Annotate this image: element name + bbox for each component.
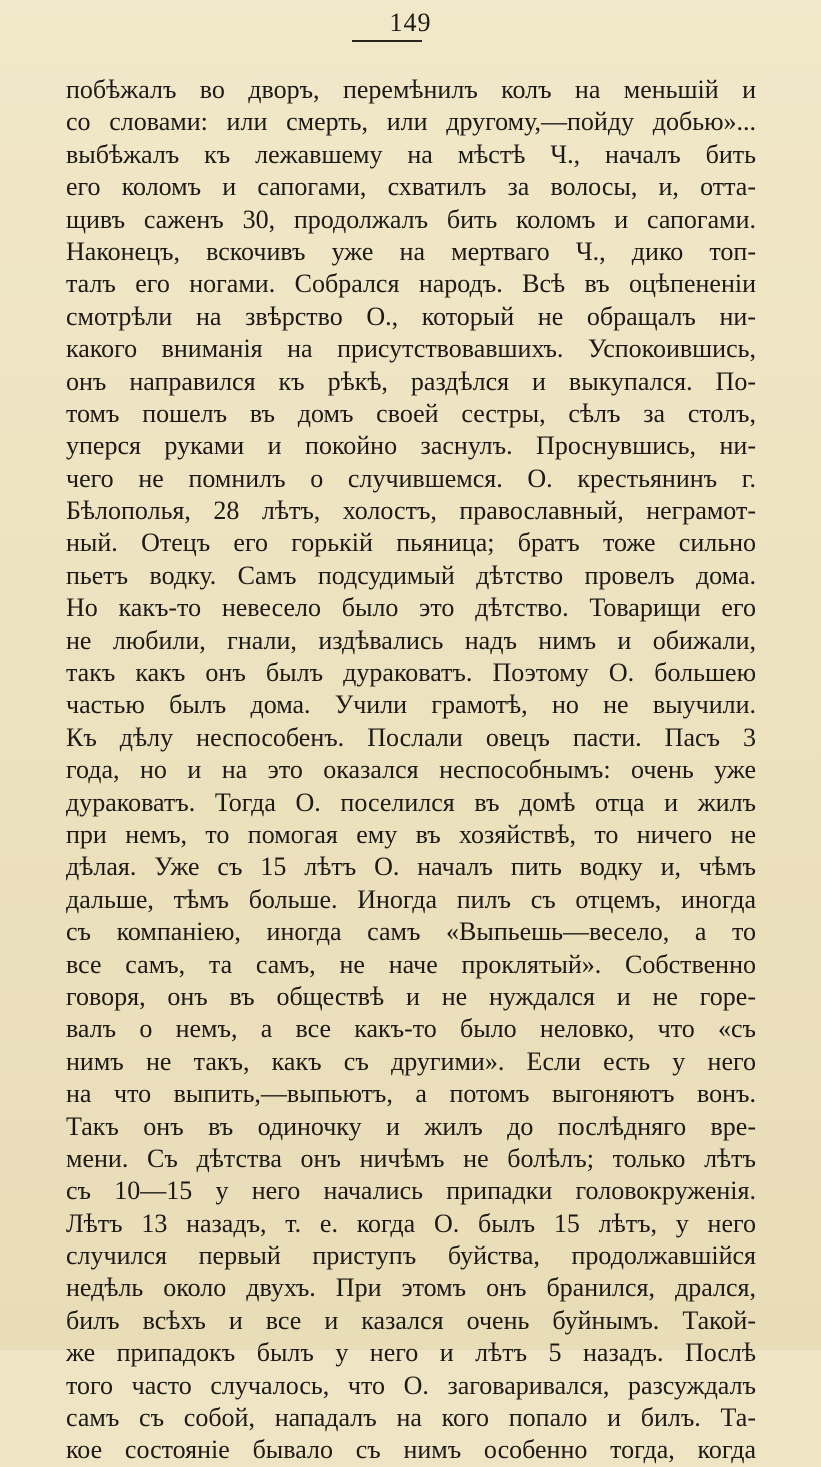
text-line: не любили, гнали, издѣвались надъ нимъ и обижали,: [66, 625, 756, 655]
text-line: щивъ саженъ 30, продолжалъ бить коломъ и сапогами.: [66, 204, 756, 234]
text-line: мени. Съ дѣтства онъ ничѣмъ не болѣлъ; только лѣтъ: [66, 1143, 756, 1173]
text-line: года, но и на это оказался неспособнымъ: очень уже: [66, 755, 756, 785]
text-line: при немъ, то помогая ему въ хозяйствѣ, то ничего не: [66, 819, 756, 849]
text-line: Но какъ-то невесело было это дѣтство. Товарищи его: [66, 593, 756, 623]
body-text: [66, 74, 756, 1467]
text-line: билъ всѣхъ и все и казался очень буйнымъ. Такой-: [66, 1305, 756, 1335]
text-line: Лѣтъ 13 назадъ, т. е. когда О. былъ 15 лѣтъ, у него: [66, 1208, 756, 1238]
text-line: нимъ не такъ, какъ съ другими». Если есть у него: [66, 1046, 756, 1076]
text-line: кое состояніе бывало съ нимъ особенно тогда, когда: [66, 1435, 756, 1465]
text-line: со словами: или смерть, или другому,—пойду добью»...: [66, 107, 756, 137]
text-line: смотрѣли на звѣрство О., который не обращалъ ни-: [66, 301, 756, 331]
text-line: томъ пошелъ въ домъ своей сестры, сѣлъ за столъ,: [66, 398, 756, 428]
text-line: уперся руками и покойно заснулъ. Проснувшись, ни-: [66, 431, 756, 461]
text-line: талъ его ногами. Собрался народъ. Всѣ въ оцѣпененіи: [66, 269, 756, 299]
text-line: Бѣлополья, 28 лѣтъ, холостъ, православный, неграмот-: [66, 496, 756, 526]
text-line: чего не помнилъ о случившемся. О. крестьянинъ г.: [66, 463, 756, 493]
text-line: Наконецъ, вскочивъ уже на мертваго Ч., дико топ-: [66, 236, 756, 266]
text-line: выбѣжалъ къ лежавшему на мѣстѣ Ч., началъ бить: [66, 139, 756, 169]
text-line: говоря, онъ въ обществѣ и не нуждался и не горе-: [66, 981, 756, 1011]
text-line: на что выпить,—выпьютъ, а потомъ выгоняютъ вонъ.: [66, 1079, 756, 1109]
text-line: же припадокъ былъ у него и лѣтъ 5 назадъ. Послѣ: [66, 1338, 756, 1368]
page-number-rule: [352, 40, 422, 42]
text-line: частью былъ дома. Учили грамотѣ, но не выучили.: [66, 690, 756, 720]
text-line: ный. Отецъ его горькій пьяница; братъ тоже сильно: [66, 528, 756, 558]
text-line: все самъ, та самъ, не наче проклятый». Собственно: [66, 949, 756, 979]
text-line: дальше, тѣмъ больше. Иногда пилъ съ отцемъ, иногда: [66, 884, 756, 914]
text-line: Такъ онъ въ одиночку и жилъ до послѣдняго вре-: [66, 1111, 756, 1141]
text-line: какого вниманія на присутствовавшихъ. Успокоившись,: [66, 334, 756, 364]
text-line: дураковатъ. Тогда О. поселился въ домѣ отца и жилъ: [66, 787, 756, 817]
text-line: самъ съ собой, нападалъ на кого попало и билъ. Та-: [66, 1403, 756, 1433]
text-line: валъ о немъ, а все какъ-то было неловко, что «съ: [66, 1014, 756, 1044]
text-line: побѣжалъ во дворъ, перемѣнилъ колъ на меньшій и: [66, 75, 756, 104]
text-line: такъ какъ онъ былъ дураковатъ. Поэтому О. большею: [66, 658, 756, 688]
text-line: пьетъ водку. Самъ подсудимый дѣтство провелъ дома.: [66, 560, 756, 590]
text-line: съ компаніею, иногда самъ «Выпьешь—весело, а то: [66, 917, 756, 947]
text-line: случился первый приступъ буйства, продолжавшійся: [66, 1241, 756, 1271]
page-number: 149: [389, 8, 432, 37]
text-line: дѣлая. Уже съ 15 лѣтъ О. началъ пить водку и, чѣмъ: [66, 852, 756, 882]
text-line: Къ дѣлу неспособенъ. Послали овецъ пасти. Пасъ 3: [66, 722, 756, 752]
text-line: того часто случалось, что О. заговаривался, разсуждалъ: [66, 1370, 756, 1400]
text-line: съ 10—15 у него начались припадки головокруженія.: [66, 1176, 756, 1206]
text-line: онъ направился къ рѣкѣ, раздѣлся и выкупался. По-: [66, 366, 756, 396]
text-line: его коломъ и сапогами, схватилъ за волосы, и, отта-: [66, 172, 756, 202]
text-line: недѣль около двухъ. При этомъ онъ бранился, дрался,: [66, 1273, 756, 1303]
